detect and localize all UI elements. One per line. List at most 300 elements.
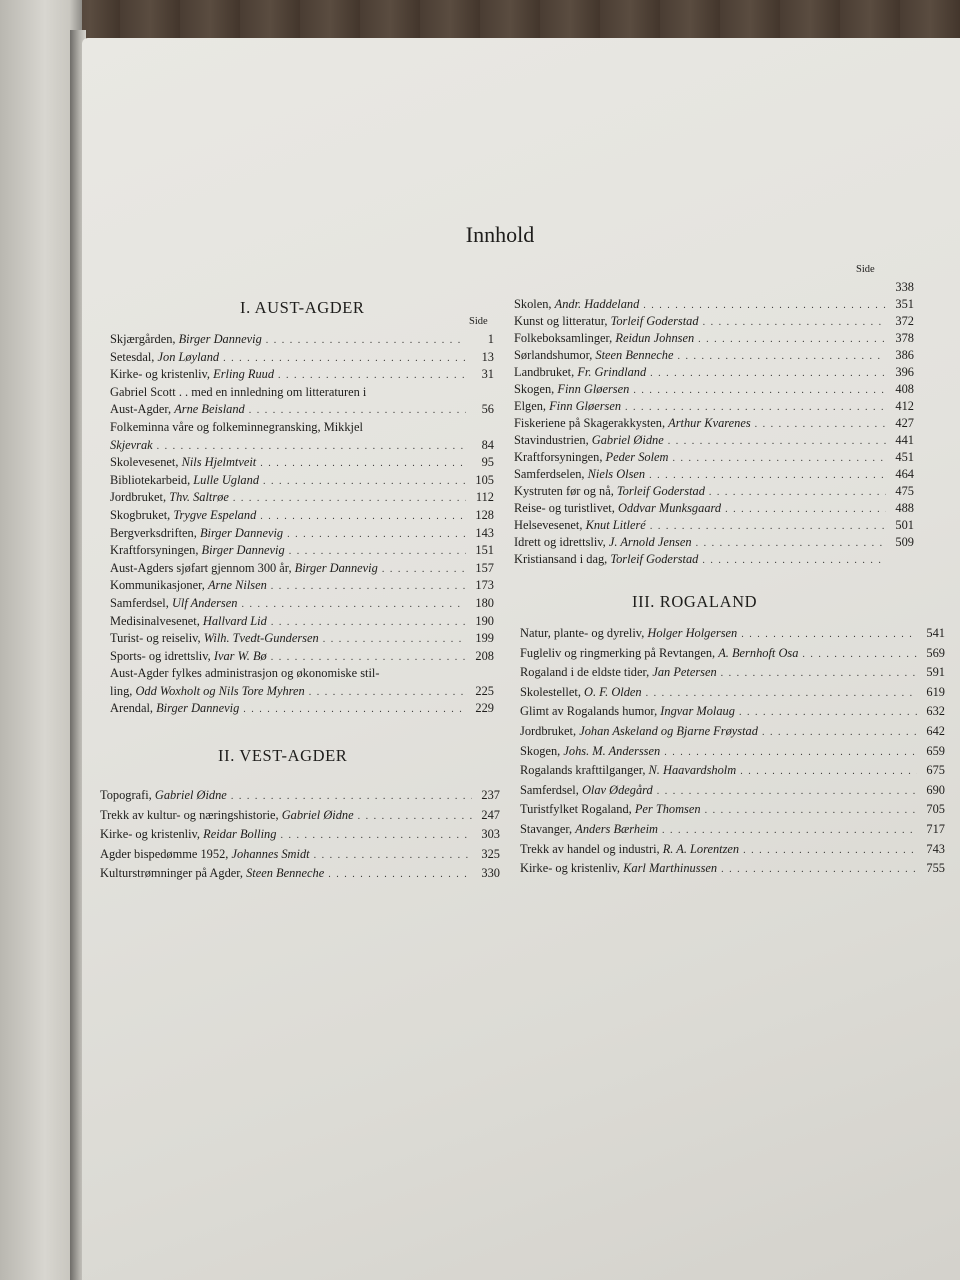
toc-entry: [520, 802, 945, 822]
toc-entry-page: 151: [475, 543, 494, 558]
toc-entry-author: Steen Benneche: [246, 866, 325, 881]
toc-entry-author: Jan Petersen: [652, 665, 717, 680]
toc-entry: [110, 543, 494, 561]
toc-entry-author: Birger Dannevig: [294, 560, 378, 575]
toc-entry: [514, 484, 914, 501]
toc-entry-author: Gabriel Øidne: [154, 788, 227, 802]
toc-entry-title: Medisinalvesenet,: [110, 613, 203, 628]
toc-vest-agder: [100, 788, 500, 886]
toc-entry-title: Glimt av Rogalands humor,: [520, 704, 661, 719]
dot-leader: [741, 629, 917, 640]
toc-entry-page: 31: [481, 367, 494, 382]
dot-leader: [289, 546, 466, 557]
toc-entry: [110, 508, 494, 526]
toc-entry-page: 372: [895, 314, 914, 328]
toc-entry-page: 690: [926, 782, 945, 797]
dot-leader: [157, 441, 466, 452]
toc-entry-text: [520, 783, 653, 798]
toc-entry-author: Ingvar Molaug: [660, 704, 735, 719]
dot-leader: [678, 351, 886, 362]
dot-leader: [266, 335, 466, 346]
toc-entry-page: 225: [475, 683, 494, 698]
toc-entry-text: [110, 490, 229, 505]
dot-leader: [698, 334, 886, 345]
toc-entry-text: [520, 646, 798, 661]
toc-entry-text: [520, 763, 736, 778]
toc-entry-text: [110, 455, 256, 470]
toc-entry-page: 13: [481, 349, 494, 364]
toc-entry-author: Reidun Johnsen: [615, 331, 695, 345]
toc-entry: [110, 490, 494, 508]
section-heading-vest-agder: II. VEST-AGDER: [218, 746, 348, 765]
toc-entry-title: Kirke- og kristenliv,: [520, 861, 624, 876]
page-title: Innhold: [465, 222, 535, 247]
toc-entry-page: 541: [926, 626, 945, 640]
toc-entry-text: [110, 578, 267, 593]
dot-leader: [762, 727, 917, 738]
toc-entry-title: Folkeboksamlinger,: [514, 331, 616, 345]
dot-leader: [739, 707, 917, 718]
toc-entry-title: Fiskeriene på Skagerakkysten,: [514, 416, 669, 430]
toc-entry-page: 408: [895, 382, 914, 396]
toc-entry-title: Trekk av handel og industri,: [520, 841, 663, 856]
toc-entry-title: Jordbruket,: [520, 723, 580, 738]
toc-entry-title: Kristiansand i dag,: [514, 552, 611, 566]
dot-leader: [233, 493, 466, 504]
toc-entry-text: [520, 685, 642, 700]
toc-entry-title: Natur, plante- og dyreliv,: [520, 626, 648, 640]
side-label-left: Side: [469, 316, 488, 327]
toc-entry-author: Torleif Goderstad: [616, 484, 705, 498]
toc-entry-text: [110, 561, 378, 576]
toc-entry-page: 378: [895, 331, 914, 345]
toc-entry-page: 488: [895, 501, 914, 515]
dot-leader: [358, 811, 472, 822]
toc-entry-page: 247: [481, 807, 500, 822]
toc-entry: [100, 847, 500, 867]
dot-leader: [309, 687, 466, 698]
toc-entry-title: Bergverksdriften,: [110, 525, 200, 540]
toc-entry-title: Topografi,: [100, 788, 155, 802]
toc-entry: [514, 450, 914, 467]
toc-entry-author: Johan Askeland og Bjarne Frøystad: [579, 723, 758, 738]
toc-entry-text: [100, 788, 227, 803]
section-heading-aust-agder: I. AUST-AGDER: [240, 298, 365, 317]
toc-entry-text: [110, 701, 239, 716]
toc-entry-text: [110, 438, 153, 453]
toc-entry-text: [514, 382, 629, 397]
dot-leader: [650, 521, 886, 532]
toc-entry-text: [110, 543, 285, 558]
toc-entry-title: Aust-Agder,: [110, 402, 175, 417]
toc-entry-author: Hallvard Lid: [202, 613, 267, 628]
toc-entry-text: [100, 866, 324, 881]
toc-entry-text: [110, 614, 267, 629]
toc-entry-text: [520, 842, 739, 857]
dot-leader: [743, 845, 917, 856]
toc-rogaland: [520, 626, 945, 881]
dot-leader: [243, 704, 466, 715]
toc-entry: [514, 382, 914, 399]
toc-entry: [100, 808, 500, 828]
toc-entry-page: 180: [475, 595, 494, 610]
dot-leader: [271, 617, 466, 628]
toc-entry-author: Gabriel Øidne: [281, 807, 354, 822]
toc-entry: [110, 649, 494, 667]
toc-entry-text: [110, 473, 259, 488]
toc-entry-page: 705: [926, 802, 945, 817]
toc-entry-page: 632: [926, 704, 945, 719]
toc-entry-page: 173: [475, 578, 494, 593]
toc-entry: [514, 518, 914, 535]
toc-entry: [110, 473, 494, 491]
toc-entry-page: 190: [475, 613, 494, 628]
toc-entry-text: [110, 332, 262, 347]
toc-entry-text: [110, 596, 237, 611]
toc-entry-title: Samferdsel,: [110, 595, 172, 610]
dot-leader: [241, 599, 466, 610]
toc-entry: [520, 744, 945, 764]
toc-entry-author: Oddvar Munksgaard: [617, 501, 722, 515]
toc-entry: [514, 280, 914, 297]
toc-entry-text: [514, 450, 669, 465]
toc-entry-page: 717: [926, 821, 945, 836]
dot-leader: [271, 652, 466, 663]
toc-entry-title: Kunst og litteratur,: [514, 314, 611, 328]
toc-entry-text: [514, 484, 705, 499]
toc-entry-text: [514, 552, 698, 567]
toc-aust-agder: [110, 332, 494, 719]
toc-entry-author: J. Arnold Jensen: [608, 535, 692, 549]
toc-entry: [110, 438, 494, 456]
toc-entry-title: Kirke- og kristenliv,: [110, 367, 214, 382]
toc-entry: [514, 314, 914, 331]
toc-entry: [514, 297, 914, 314]
toc-entry-page: 208: [475, 648, 494, 663]
toc-entry-page: 56: [481, 402, 494, 417]
toc-entry: [520, 665, 945, 685]
dot-leader: [263, 476, 466, 487]
toc-entry-text: [110, 402, 245, 417]
toc-entry-page: 386: [895, 348, 914, 362]
dot-leader: [740, 766, 917, 777]
toc-entry-author: Arthur Kvarenes: [668, 416, 751, 430]
toc-entry-author: Olav Ødegård: [581, 782, 653, 797]
dot-leader: [328, 869, 472, 880]
dot-leader: [287, 529, 466, 540]
toc-entry-title: Bibliotekarbeid,: [110, 472, 194, 487]
toc-entry: [520, 861, 945, 881]
dot-leader: [260, 511, 466, 522]
dot-leader: [702, 555, 886, 566]
toc-entry-title: Idrett og idrettsliv,: [514, 535, 609, 549]
toc-entry-author: Ivar W. Bø: [213, 648, 267, 663]
dot-leader: [646, 688, 917, 699]
toc-entry-text: [520, 744, 660, 759]
toc-entry-title: Stavanger,: [520, 821, 576, 836]
toc-entry-title: Stavindustrien,: [514, 433, 592, 447]
toc-entry-page: 501: [895, 518, 914, 532]
toc-entry: [100, 827, 500, 847]
dot-leader: [662, 825, 917, 836]
toc-entry-title: Skolen,: [514, 297, 555, 311]
dot-leader: [755, 419, 886, 430]
toc-entry-text: [520, 704, 735, 719]
toc-entry: [110, 367, 494, 385]
toc-entry-text: [514, 314, 699, 329]
toc-entry-title: Landbruket,: [514, 365, 578, 379]
dot-leader: [721, 668, 917, 679]
toc-entry: [110, 578, 494, 596]
toc-entry-author: Torleif Goderstad: [610, 314, 699, 328]
toc-entry-page: 157: [475, 560, 494, 575]
toc-entry-text: [514, 501, 721, 516]
toc-entry-page: 451: [895, 450, 914, 464]
toc-entry-page: 229: [475, 701, 494, 716]
toc-entry-text: [514, 518, 646, 533]
toc-entry: [110, 350, 494, 368]
toc-entry-page: 338: [895, 280, 914, 294]
toc-entry-author: Thv. Saltrøe: [169, 490, 229, 505]
toc-entry-author: Niels Olsen: [587, 467, 646, 481]
toc-entry-author: Finn Gløersen: [549, 399, 622, 413]
toc-entry-text: [520, 665, 717, 680]
toc-entry-page: 237: [481, 788, 500, 802]
dot-leader: [382, 564, 466, 575]
toc-entry-author: Birger Dannevig: [201, 543, 285, 558]
toc-entry-author: Birger Dannevig: [178, 332, 262, 346]
toc-entry: [514, 331, 914, 348]
dot-leader: [249, 405, 466, 416]
toc-entry-page: 303: [481, 827, 500, 842]
toc-entry-author: Johs. M. Anderssen: [563, 743, 661, 758]
section-heading-rogaland: III. ROGALAND: [632, 592, 758, 611]
toc-entry-text: [100, 847, 310, 862]
toc-entry: [514, 467, 914, 484]
toc-entry-title: Agder bispedømme 1952,: [100, 846, 232, 861]
toc-entry-title: Skjærgården,: [110, 332, 179, 346]
toc-entry-author: Holger Holgersen: [647, 626, 738, 640]
toc-entry-title: Skogbruket,: [110, 507, 174, 522]
toc-entry: [514, 399, 914, 416]
toc-entry-author: Odd Woxholt og Nils Tore Myhren: [135, 683, 305, 698]
dot-leader: [280, 830, 472, 841]
toc-entry-text: [100, 808, 354, 823]
toc-entry-title: Trekk av kultur- og næringshistorie,: [100, 807, 282, 822]
toc-entry: [514, 433, 914, 450]
toc-entry: [520, 685, 945, 705]
dot-leader: [657, 786, 917, 797]
toc-entry-author: Erling Ruud: [213, 367, 275, 382]
toc-entry-author: Steen Benneche: [595, 348, 674, 362]
toc-entry-page: 475: [895, 484, 914, 498]
toc-entry-text: [520, 822, 658, 837]
toc-entry-text: [110, 508, 256, 523]
toc-entry: [110, 332, 494, 350]
toc-entry-page: 143: [475, 525, 494, 540]
toc-entry-author: Reidar Bolling: [203, 827, 277, 842]
toc-entry-page: 84: [481, 437, 494, 452]
toc-entry-author: Skjevrak: [110, 437, 153, 452]
dot-leader: [721, 864, 917, 875]
toc-entry-text: [514, 399, 621, 414]
toc-entry: [110, 455, 494, 473]
toc-entry-page: 591: [926, 665, 945, 680]
dot-leader: [223, 353, 466, 364]
toc-entry-title: Kraftforsyningen,: [514, 450, 606, 464]
dot-leader: [696, 538, 886, 549]
toc-entry: [110, 684, 494, 702]
toc-entry-author: Johannes Smidt: [231, 846, 310, 861]
toc-entry-title: Kystruten før og nå,: [514, 484, 617, 498]
toc-entry-text: [110, 350, 219, 365]
toc-entry-author: Birger Dannevig: [199, 525, 284, 540]
toc-entry: [520, 724, 945, 744]
toc-entry-title: Skogen,: [520, 743, 564, 758]
dot-leader: [705, 805, 917, 816]
toc-entry: [110, 402, 494, 420]
toc-entry-author: Andr. Haddeland: [554, 297, 640, 311]
toc-entry-author: Trygve Espeland: [173, 507, 257, 522]
toc-entry: [100, 788, 500, 808]
dot-leader: [633, 385, 886, 396]
toc-entry-author: Nils Hjelmtveit: [181, 455, 257, 470]
toc-entry-title: Skolestellet,: [520, 684, 585, 699]
toc-entry-title: Samferdselen,: [514, 467, 588, 481]
toc-entry-text: [110, 367, 274, 382]
toc-entry: [520, 626, 945, 646]
toc-entry-text: [100, 827, 276, 842]
toc-entry-text: [520, 724, 758, 739]
toc-entry: [520, 763, 945, 783]
toc-entry: [110, 561, 494, 579]
toc-entry-title: Elgen,: [514, 399, 550, 413]
toc-entry-title: Aust-Agders sjøfart gjennom 300 år,: [110, 560, 295, 575]
toc-entry-title: Rogaland i de eldste tider,: [520, 665, 653, 680]
toc-entry-title: Fugleliv og ringmerking på Revtangen,: [520, 645, 719, 660]
toc-entry-title: Rogalands krafttilganger,: [520, 763, 649, 778]
toc-entry-page: 619: [926, 684, 945, 699]
dot-leader: [649, 470, 886, 481]
toc-entry-title-line: Folkeminna våre og folkeminnegransking, Mikkjel: [110, 419, 363, 434]
toc-entry: [110, 596, 494, 614]
toc-entry: [100, 866, 500, 886]
toc-entry-page: 112: [475, 490, 494, 505]
toc-entry-page: 675: [926, 763, 945, 778]
toc-entry-page: 351: [895, 297, 914, 311]
toc-entry-text: [110, 649, 267, 664]
dot-leader: [650, 368, 886, 379]
toc-entry-page: 396: [895, 365, 914, 379]
toc-entry-title: Kommunikasjoner,: [110, 578, 208, 593]
toc-entry-title: Skolevesenet,: [110, 455, 182, 470]
toc-entry: [520, 822, 945, 842]
toc-entry-text: [514, 535, 692, 550]
toc-entry-page: 659: [926, 743, 945, 758]
toc-entry-title: Sports- og idrettsliv,: [110, 648, 214, 663]
toc-entry-page: 569: [926, 645, 945, 660]
toc-entry-author: N. Haavardsholm: [648, 763, 737, 778]
toc-entry-author: Wilh. Tvedt-Gundersen: [203, 631, 319, 646]
toc-entry-title: Sørlandshumor,: [514, 348, 596, 362]
toc-entry: [514, 535, 914, 552]
toc-entry-author: Fr. Grindland: [577, 365, 647, 379]
toc-entry-author: Anders Bærheim: [575, 821, 658, 836]
dot-leader: [668, 436, 886, 447]
toc-entry-text: [520, 626, 737, 641]
toc-entry-title: ling,: [110, 683, 136, 698]
toc-entry-title-line: Gabriel Scott . . med en innledning om litteraturen i: [110, 384, 367, 399]
toc-entry: [514, 552, 914, 569]
toc-entry-page: 743: [926, 841, 945, 856]
toc-entry-author: Birger Dannevig: [156, 701, 240, 716]
toc-entry-title: Kulturstrømninger på Agder,: [100, 866, 247, 881]
toc-entry-text: [110, 684, 305, 699]
toc-entry-page: 199: [475, 631, 494, 646]
toc-entry-title: Kraftforsyningen,: [110, 543, 202, 558]
toc-entry: [110, 631, 494, 649]
dot-leader: [664, 747, 917, 758]
toc-entry-author: Arne Beisland: [174, 402, 245, 417]
toc-entry-author: Jon Løyland: [157, 349, 220, 364]
toc-entry-page: 427: [895, 416, 914, 430]
toc-entry-text: [514, 348, 674, 363]
dot-leader: [278, 370, 466, 381]
toc-entry-text: [514, 433, 664, 448]
toc-entry: [110, 526, 494, 544]
toc-entry-page: 509: [895, 535, 914, 549]
dot-leader: [673, 453, 887, 464]
toc-entry-author: Finn Gløersen: [557, 382, 630, 396]
toc-entry: [110, 701, 494, 719]
toc-entry-author: O. F. Olden: [584, 684, 642, 699]
toc-entry-text: [520, 861, 717, 876]
toc-entry-title: Arendal,: [110, 701, 157, 716]
side-label-right: Side: [856, 264, 875, 275]
toc-entry-author: Knut Litleré: [585, 518, 646, 532]
toc-entry-page: 412: [895, 399, 914, 413]
toc-entry-author: Torleif Goderstad: [610, 552, 699, 566]
toc-entry-text: [514, 297, 639, 312]
toc-entry-author: R. A. Lorentzen: [662, 841, 740, 856]
toc-entry: [514, 416, 914, 433]
toc-entry-title: Setesdal,: [110, 349, 158, 364]
dot-leader: [725, 504, 886, 515]
toc-entry: [514, 365, 914, 382]
toc-entry-text: [110, 631, 319, 646]
toc-entry-title: Turist- og reiseliv,: [110, 631, 204, 646]
toc-entry-page: 642: [926, 723, 945, 738]
toc-entry-title: Kirke- og kristenliv,: [100, 827, 204, 842]
dot-leader: [643, 300, 886, 311]
toc-entry: [110, 614, 494, 632]
toc-entry-author: Arne Nilsen: [207, 578, 267, 593]
toc-entry-page: 1: [487, 332, 494, 346]
toc-entry-author: A. Bernhoft Osa: [718, 645, 799, 660]
dot-leader: [271, 581, 466, 592]
toc-entry-page: 105: [475, 472, 494, 487]
toc-entry-page: 755: [926, 861, 945, 876]
toc-entry-text: [514, 416, 751, 431]
toc-vest-agder-continued: [514, 280, 914, 569]
toc-entry: [514, 348, 914, 365]
toc-entry-author: Peder Solem: [605, 450, 669, 464]
dot-leader: [260, 458, 466, 469]
toc-entry-title: Reise- og turistlivet,: [514, 501, 618, 515]
dot-leader: [709, 487, 886, 498]
toc-entry-title-line: Aust-Agder fylkes administrasjon og økonomiske stil-: [110, 666, 380, 681]
toc-entry-author: Ulf Andersen: [171, 595, 238, 610]
